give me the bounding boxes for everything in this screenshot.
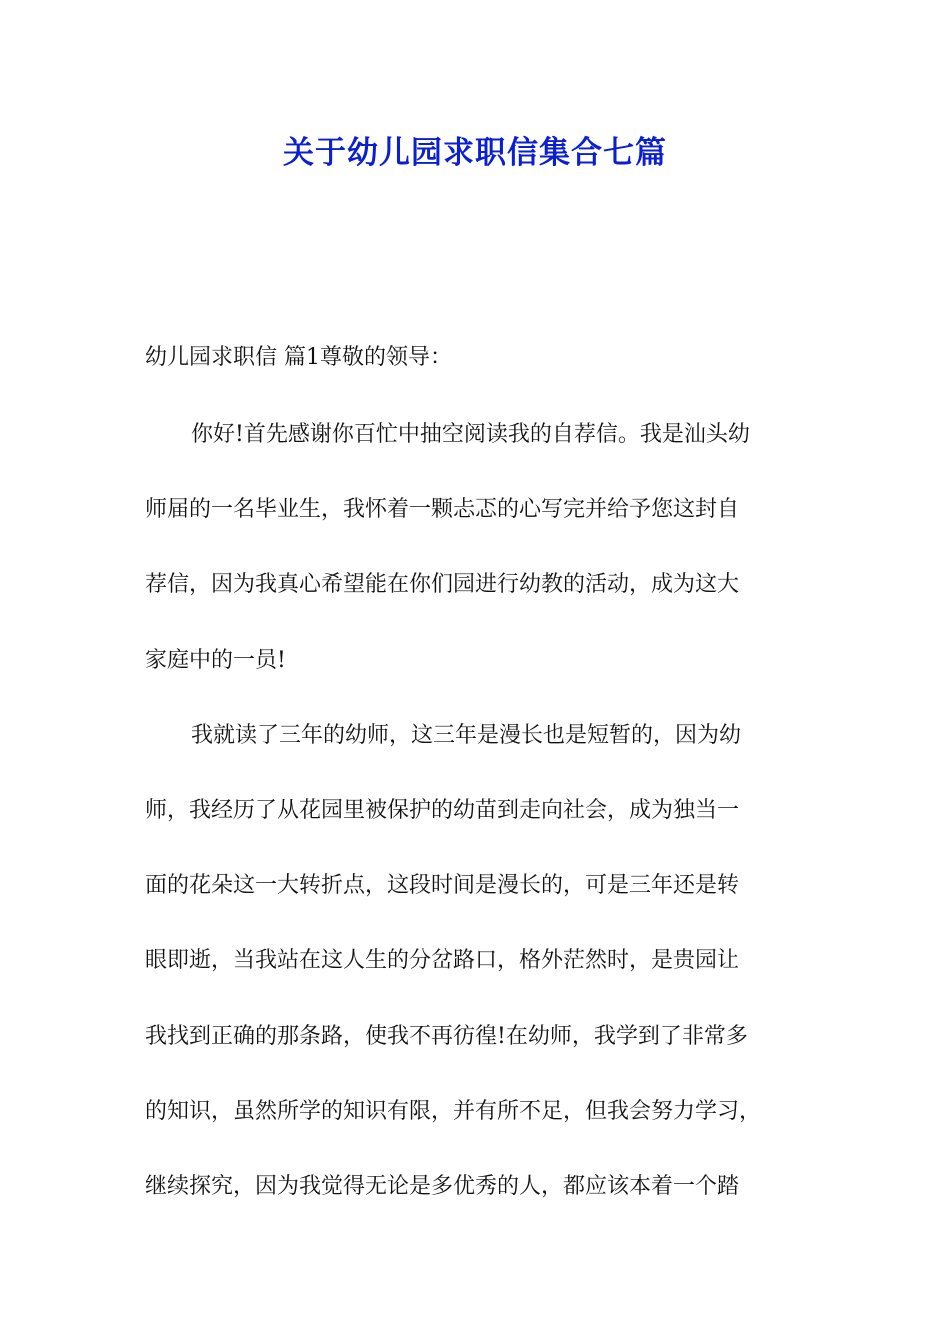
paragraph-line: 师，我经历了从花园里被保护的幼苗到走向社会，成为独当一: [145, 798, 740, 823]
paragraph-line: 我就读了三年的幼师，这三年是漫长也是短暂的，因为幼: [191, 723, 742, 748]
paragraph-line: 的知识，虽然所学的知识有限，并有所不足，但我会努力学习，: [145, 1099, 762, 1124]
paragraph-line: 继续探究，因为我觉得无论是多优秀的人，都应该本着一个踏: [145, 1174, 740, 1199]
paragraph-line: 面的花朵这一大转折点，这段时间是漫长的，可是三年还是转: [145, 873, 740, 898]
paragraph-line: 眼即逝，当我站在这人生的分岔路口，格外茫然时，是贵园让: [145, 948, 740, 973]
paragraph-line: 家庭中的一员!: [145, 648, 286, 673]
paragraph-line: 你好!首先感谢你百忙中抽空阅读我的自荐信。我是汕头幼: [191, 422, 750, 447]
paragraph-line: 师届的一名毕业生，我怀着一颗忐忑的心写完并给予您这封自: [145, 497, 740, 522]
salutation-line: 幼儿园求职信 篇1尊敬的领导：: [145, 345, 452, 370]
paragraph-line: 荐信，因为我真心希望能在你们园进行幼教的活动，成为这大: [145, 572, 740, 597]
document-title: 关于幼儿园求职信集合七篇: [283, 135, 667, 171]
paragraph-line: 我找到正确的那条路，使我不再彷徨!在幼师，我学到了非常多: [145, 1024, 748, 1049]
